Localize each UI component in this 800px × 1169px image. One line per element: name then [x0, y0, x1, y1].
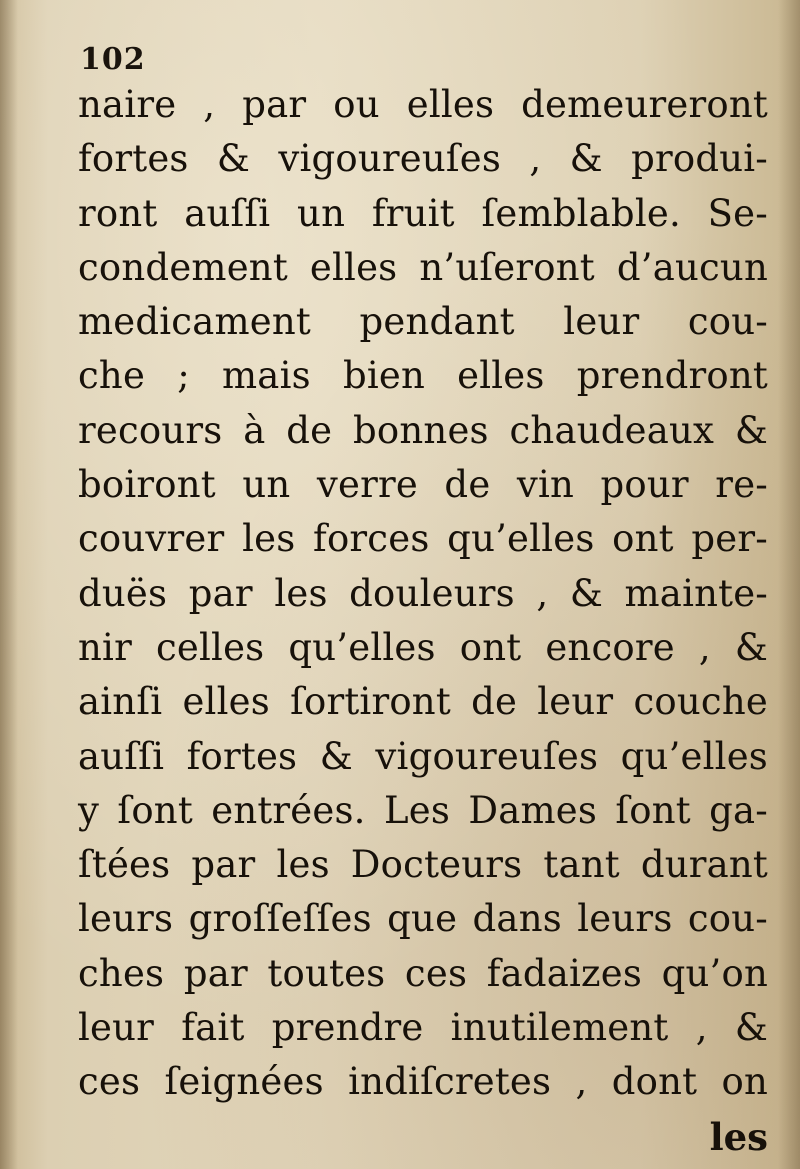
text-line: leur fait prendre inutilement , & [78, 1006, 768, 1050]
text-line: couvrer les forces qu’elles ont per- [78, 517, 768, 561]
text-line: auſſi fortes & vigoureuſes qu’elles [78, 734, 768, 778]
text-line: ainſi elles ſortiront de leur couche [78, 680, 768, 724]
text-line: che ; mais bien elles prendront [78, 354, 768, 398]
text-line: recours à de bonnes chaudeaux & [78, 408, 768, 452]
text-line: duës par les douleurs , & mainte- [78, 571, 768, 615]
text-line: nir celles qu’elles ont encore , & [78, 625, 768, 669]
text-line: ches par toutes ces fadaizes qu’on [78, 951, 768, 995]
body-text [78, 78, 768, 1164]
text-line: fortes & vigoureuſes , & produi- [78, 137, 768, 181]
catchword: les [709, 1114, 768, 1159]
text-line: leurs groſſeſſes que dans leurs cou- [78, 897, 768, 941]
text-line: medicament pendant leur cou- [78, 300, 768, 344]
text-line: y ſont entrées. Les Dames ſont ga- [78, 788, 768, 832]
text-line: ront auſſi un fruit ſemblable. Se- [78, 191, 768, 235]
page-number: 102 [80, 42, 146, 77]
text-line: naire , par ou elles demeureront [78, 83, 768, 126]
text-line: boiront un verre de vin pour re- [78, 463, 768, 507]
text-line: condement elles n’uſeront d’aucun [78, 245, 768, 289]
text-line: ſtées par les Docteurs tant durant [78, 843, 768, 887]
text-line: ces ſeignées indiſcretes , dont on [78, 1060, 768, 1104]
